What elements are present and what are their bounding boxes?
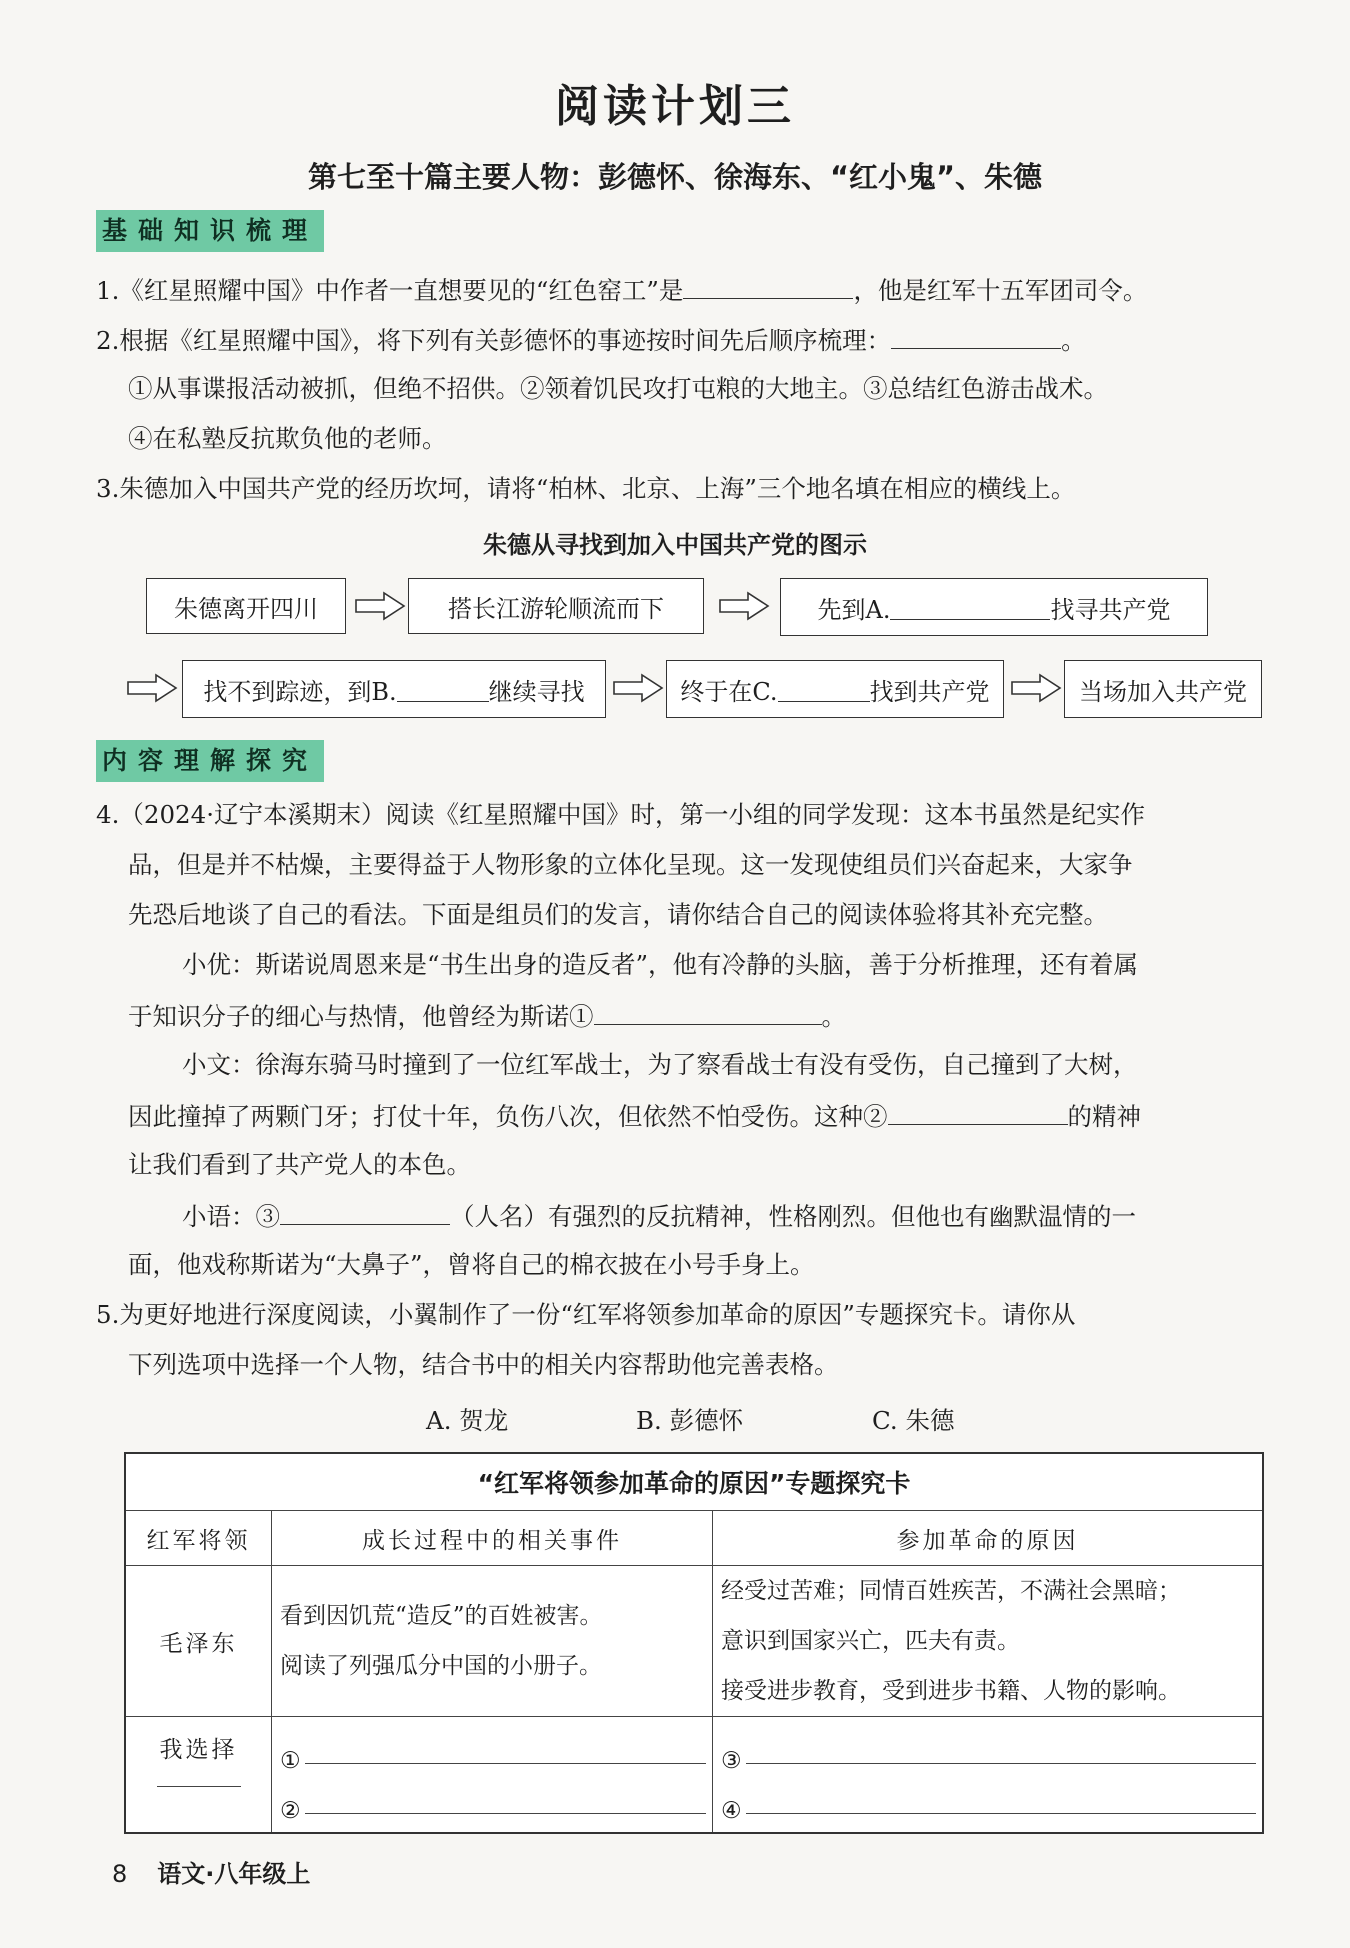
answer-blank-q2[interactable] [891, 324, 1061, 349]
mao-reason-2: 意识到国家兴亡，匹夫有责。 [721, 1628, 1020, 1654]
flow-arrow-1 [354, 590, 406, 622]
question-1: 1.《红星照耀中国》中作者一直想要见的“红色窑工”是 ，他是红军十五军团司令。 [96, 276, 1148, 305]
section-basic-knowledge: 基础知识梳理 [96, 210, 324, 252]
reason-line-3[interactable]: ③ [713, 1724, 1262, 1774]
page-number: 8 [112, 1860, 128, 1888]
research-card-table [124, 1452, 1264, 1834]
answer-blank-b[interactable] [397, 677, 489, 702]
header-events: 成长过程中的相关事件 [272, 1511, 713, 1566]
page-subtitle: 第七至十篇主要人物：彭德怀、徐海东、“红小鬼”、朱德 [307, 160, 1043, 194]
xiaoyou-comment-cont: 于知识分子的细心与热情，他曾经为斯诺① 。 [128, 1002, 846, 1031]
flow-box-leave-sichuan: 朱德离开四川 [146, 578, 346, 634]
question-4-line2: 品，但是并不枯燥，主要得益于人物形象的立体化呈现。这一发现使组员们兴奋起来，大家争 [128, 850, 1133, 879]
answer-blank-q1[interactable] [683, 274, 853, 299]
cell-mao: 毛泽东 [125, 1566, 272, 1717]
section-content-explore: 内容理解探究 [96, 740, 324, 782]
answer-blank-q4-3[interactable] [280, 1200, 450, 1225]
mao-reason-1: 经受过苦难；同情百姓疾苦，不满社会黑暗； [721, 1578, 1181, 1604]
flow-box-city-c: 终于在C. 找到共产党 [666, 660, 1004, 718]
mao-reason-3: 接受进步教育，受到进步书籍、人物的影响。 [721, 1678, 1181, 1704]
my-choice-label: 我选择 [159, 1737, 238, 1763]
flow-box-city-a: 先到A. 找寻共产党 [780, 578, 1208, 636]
option-b[interactable]: B. 彭德怀 [636, 1406, 744, 1435]
xiaoyu-comment: 小语：③ （人名）有强烈的反抗精神，性格刚烈。但他也有幽默温情的一 [182, 1202, 1136, 1231]
mao-event-2: 阅读了列强瓜分中国的小册子。 [280, 1653, 602, 1679]
question-2: 2.根据《红星照耀中国》，将下列有关彭德怀的事迹按时间先后顺序梳理： 。 [96, 326, 1086, 355]
page-footer [112, 1854, 310, 1889]
reason-line-4[interactable]: ④ [713, 1774, 1262, 1824]
question-5: 5.为更好地进行深度阅读，小翼制作了一份“红军将领参加革命的原因”专题探究卡。请你从 [96, 1300, 1076, 1329]
cell-mao-reasons [713, 1566, 1264, 1717]
event-line-2[interactable]: ② [272, 1774, 712, 1824]
flow-arrow-3 [126, 672, 178, 704]
cell-mao-events [272, 1566, 713, 1717]
answer-blank-a[interactable] [890, 595, 1050, 620]
answer-blank-q4-2[interactable] [888, 1100, 1068, 1125]
flow-box-yangtze: 搭长江游轮顺流而下 [408, 578, 704, 634]
cell-choice-events [272, 1717, 713, 1833]
question-4: 4.（2024·辽宁本溪期末）阅读《红星照耀中国》时，第一小组的同学发现：这本书虽然是纪实作 [96, 800, 1146, 829]
xiaowen-comment-cont: 因此撞掉了两颗门牙；打仗十年，负伤八次，但依然不怕受伤。这种② 的精神 [128, 1102, 1141, 1131]
question-2-options: ①从事谍报活动被抓，但绝不招供。②领着饥民攻打屯粮的大地主。③总结红色游击战术。 [128, 374, 1108, 403]
diagram-title: 朱德从寻找到加入中国共产党的图示 [483, 531, 867, 559]
page-title: 阅读计划三 [555, 81, 795, 132]
card-title: “红军将领参加革命的原因”专题探究卡 [125, 1453, 1263, 1511]
header-general: 红军将领 [125, 1511, 272, 1566]
flow-arrow-5 [1010, 672, 1062, 704]
flow-arrow-4 [612, 672, 664, 704]
flow-box-join-party: 当场加入共产党 [1064, 660, 1262, 718]
book-label: 语文·八年级上 [157, 1860, 311, 1888]
flow-arrow-2 [718, 590, 770, 622]
header-reasons: 参加革命的原因 [713, 1511, 1264, 1566]
option-c[interactable]: C. 朱德 [872, 1406, 955, 1435]
question-2-options-cont: ④在私塾反抗欺负他的老师。 [128, 424, 447, 453]
flow-box-city-b: 找不到踪迹，到B. 继续寻找 [182, 660, 606, 718]
xiaoyu-comment-cont: 面，他戏称斯诺为“大鼻子”，曾将自己的棉衣披在小号手身上。 [128, 1250, 815, 1279]
question-3: 3.朱德加入中国共产党的经历坎坷，请将“柏林、北京、上海”三个地名填在相应的横线上。 [96, 474, 1076, 503]
xiaowen-comment-end: 让我们看到了共产党人的本色。 [128, 1150, 471, 1179]
question-5-line2: 下列选项中选择一个人物，结合书中的相关内容帮助他完善表格。 [128, 1350, 839, 1379]
answer-blank-q4-1[interactable] [594, 1000, 822, 1025]
xiaoyou-comment: 小优：斯诺说周恩来是“书生出身的造反者”，他有冷静的头脑，善于分析推理，还有着属 [182, 950, 1139, 979]
choice-blank[interactable] [157, 1786, 241, 1787]
question-4-line3: 先恐后地谈了自己的看法。下面是组员们的发言，请你结合自己的阅读体验将其补充完整。 [128, 900, 1108, 929]
option-a[interactable]: A. 贺龙 [426, 1406, 509, 1435]
answer-blank-c[interactable] [778, 677, 870, 702]
cell-choice-reasons [713, 1717, 1264, 1833]
event-line-1[interactable]: ① [272, 1724, 712, 1774]
xiaowen-comment: 小文：徐海东骑马时撞到了一位红军战士，为了察看战士有没有受伤，自己撞到了大树， [182, 1050, 1138, 1079]
cell-my-choice [125, 1717, 272, 1833]
mao-event-1: 看到因饥荒“造反”的百姓被害。 [280, 1603, 603, 1629]
